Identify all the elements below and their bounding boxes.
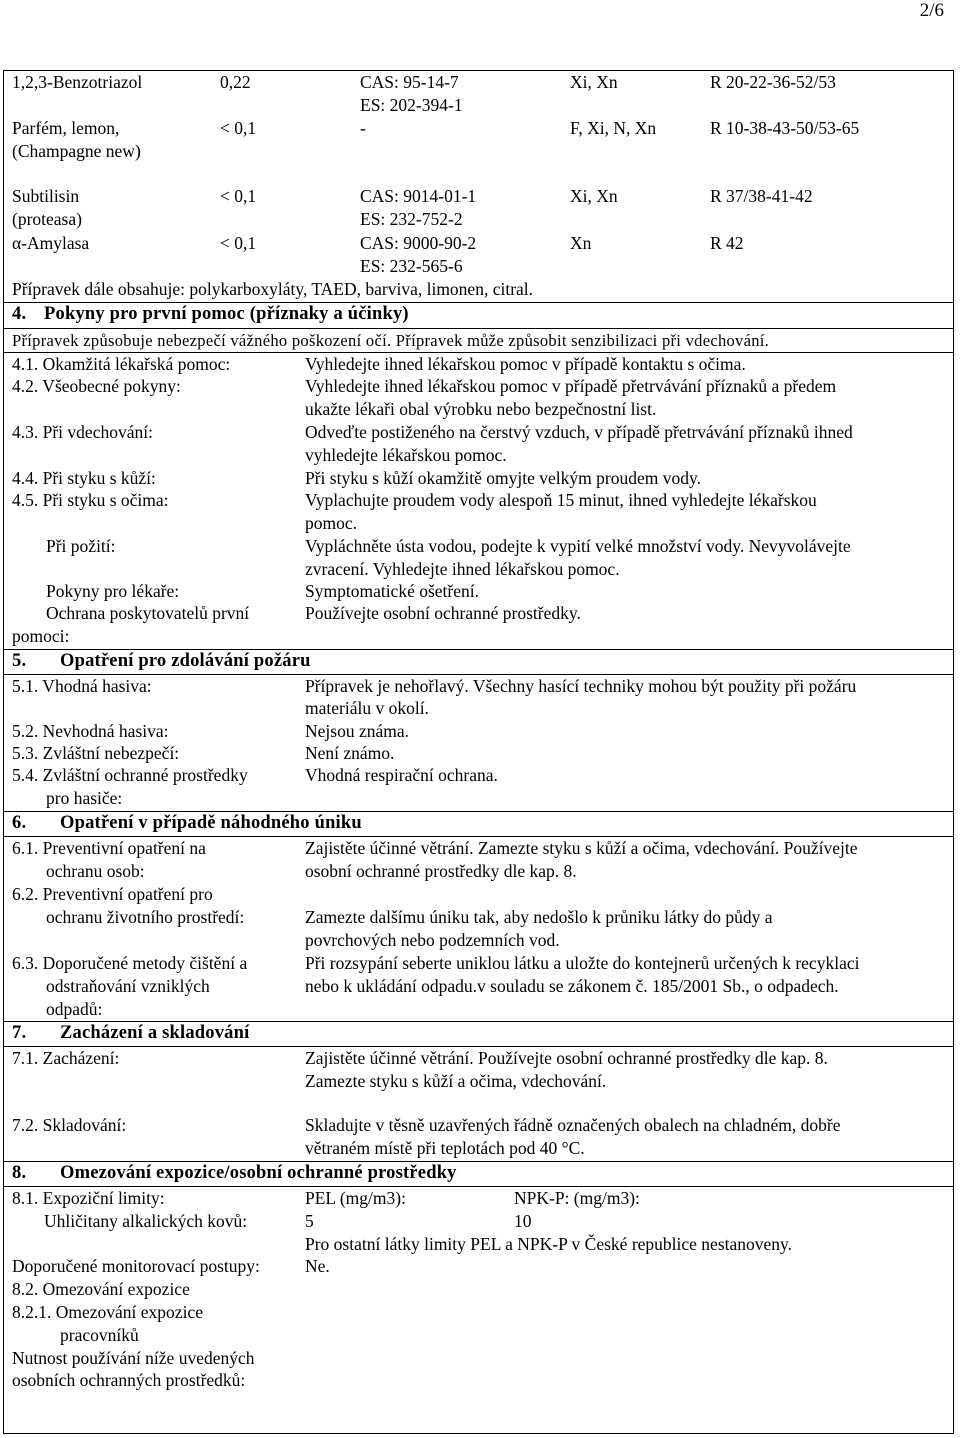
substance-r-phrases: R 42 xyxy=(710,233,744,253)
label: 4.3. Při vdechování: xyxy=(12,422,153,442)
value: Vyhledejte ihned lékařskou pomoc v případě přetrvávání příznaků a předem xyxy=(305,376,837,396)
label: 5.2. Nevhodná hasiva: xyxy=(12,721,169,741)
substance-cas: CAS: 9014-01-1 xyxy=(360,186,477,206)
value: Zamezte dalšímu úniku tak, aby nedošlo k průniku látky do půdy a xyxy=(305,907,773,927)
section-number: 5. xyxy=(12,651,27,671)
value: Nejsou známa. xyxy=(305,721,409,741)
label-continued: ochranu životního prostředí: xyxy=(46,907,245,927)
value: Přípravek je nehořlavý. Všechny hasící techniky mohou být použity při požáru xyxy=(305,676,857,696)
label-continued: pomoci: xyxy=(12,626,70,646)
divider xyxy=(3,352,954,353)
value: Vyplachujte proudem vody alespoň 15 minut, ihned vyhledejte lékařskou xyxy=(305,490,817,510)
section-title: Opatření v případě náhodného úniku xyxy=(60,813,362,833)
label: Nutnost používání níže uvedených xyxy=(12,1348,255,1368)
substance-concentration: < 0,1 xyxy=(220,233,257,253)
divider xyxy=(3,1161,954,1162)
section-number: 4. xyxy=(12,304,27,324)
value: Při styku s kůží okamžitě omyjte velkým proudem vody. xyxy=(305,468,701,488)
label: 7.2. Skladování: xyxy=(12,1115,127,1135)
value: materiálu v okolí. xyxy=(305,698,429,718)
substance-name-continued: (proteasa) xyxy=(12,209,82,229)
label: 8.2. Omezování expozice xyxy=(12,1279,190,1299)
section-4-summary: Přípravek způsobuje nebezpečí vážného poškození očí. Přípravek může způsobit senzibilizaci při vdechování. xyxy=(12,331,770,350)
section-title: Omezování expozice/osobní ochranné prostředky xyxy=(60,1163,457,1183)
substance-es: ES: 232-752-2 xyxy=(360,209,463,229)
label-continued: osobních ochranných prostředků: xyxy=(12,1370,246,1390)
value: pomoc. xyxy=(305,513,358,533)
divider xyxy=(3,836,954,837)
value: nebo k ukládání odpadu.v souladu se zákonem č. 185/2001 Sb., o odpadech. xyxy=(305,976,839,996)
substance-name-continued: (Champagne new) xyxy=(12,141,141,161)
substance-cas: - xyxy=(360,118,366,138)
substance-name: α-Amylasa xyxy=(12,233,90,253)
substance-r-phrases: R 20-22-36-52/53 xyxy=(710,72,836,92)
label: 5.3. Zvláštní nebezpečí: xyxy=(12,743,180,763)
divider xyxy=(3,649,954,650)
divider xyxy=(3,1186,954,1187)
label-continued: ochranu osob: xyxy=(46,861,145,881)
value: Ne. xyxy=(305,1256,330,1276)
value: Zajistěte účinné větrání. Používejte osobní ochranné prostředky dle kap. 8. xyxy=(305,1048,828,1068)
label-continued: pro hasiče: xyxy=(46,788,123,808)
substance-r-phrases: R 10-38-43-50/53-65 xyxy=(710,118,860,138)
value: Symptomatické ošetření. xyxy=(305,581,479,601)
label: 5.4. Zvláštní ochranné prostředky xyxy=(12,765,248,785)
section-title: Zacházení a skladování xyxy=(60,1023,250,1043)
section-number: 8. xyxy=(12,1163,27,1183)
divider xyxy=(3,811,954,812)
label-continued: odpadů: xyxy=(46,999,103,1019)
value: větraném místě při teplotách pod 40 °C. xyxy=(305,1138,585,1158)
value: Zajistěte účinné větrání. Zamezte styku s kůží a očima, vdechování. Používejte xyxy=(305,838,858,858)
label: Pokyny pro lékaře: xyxy=(46,581,180,601)
value: Vhodná respirační ochrana. xyxy=(305,765,498,785)
value: Při rozsypání seberte uniklou látku a uložte do kontejnerů určených k recyklaci xyxy=(305,953,860,973)
section-title: Pokyny pro první pomoc (příznaky a účinky) xyxy=(44,304,409,324)
label: 6.3. Doporučené metody čištění a xyxy=(12,953,248,973)
label: 8.1. Expoziční limity: xyxy=(12,1188,165,1208)
substance-symbols: Xn xyxy=(570,233,592,253)
limits-note: Pro ostatní látky limity PEL a NPK-P v České republice nestanoveny. xyxy=(305,1234,793,1254)
divider xyxy=(3,1046,954,1047)
label: 4.2. Všeobecné pokyny: xyxy=(12,376,181,396)
page-number: 2/6 xyxy=(919,0,944,21)
value: osobní ochranné prostředky dle kap. 8. xyxy=(305,861,577,881)
substance-cas: CAS: 9000-90-2 xyxy=(360,233,477,253)
substance-concentration: < 0,1 xyxy=(220,186,257,206)
label: 4.1. Okamžitá lékařská pomoc: xyxy=(12,354,231,374)
divider xyxy=(3,1021,954,1022)
npk-value: 10 xyxy=(514,1211,532,1231)
additional-ingredients: Přípravek dále obsahuje: polykarboxyláty, TAED, barviva, limonen, citral. xyxy=(12,279,534,299)
pel-value: 5 xyxy=(305,1211,314,1231)
substance-es: ES: 202-394-1 xyxy=(360,95,463,115)
substance-name: Subtilisin xyxy=(12,186,80,206)
substance-symbols: Xi, Xn xyxy=(570,186,618,206)
label: Doporučené monitorovací postupy: xyxy=(12,1256,260,1276)
label: 7.1. Zacházení: xyxy=(12,1048,120,1068)
section-title: Opatření pro zdolávání požáru xyxy=(60,651,311,671)
label: 8.2.1. Omezování expozice xyxy=(12,1302,203,1322)
label-continued: odstraňování vzniklých xyxy=(46,976,210,996)
section-number: 7. xyxy=(12,1023,27,1043)
substance-symbols: Xi, Xn xyxy=(570,72,618,92)
substance-concentration: 0,22 xyxy=(220,72,251,92)
divider xyxy=(3,302,954,303)
label: Ochrana poskytovatelů první xyxy=(46,603,250,623)
value: Vyhledejte ihned lékařskou pomoc v případě kontaktu s očima. xyxy=(305,354,746,374)
label: 5.1. Vhodná hasiva: xyxy=(12,676,152,696)
value: Vypláchněte ústa vodou, podejte k vypití velké množství vody. Nevyvolávejte xyxy=(305,536,851,556)
substance-concentration: < 0,1 xyxy=(220,118,257,138)
value: povrchových nebo podzemních vod. xyxy=(305,930,560,950)
substance-r-phrases: R 37/38-41-42 xyxy=(710,186,813,206)
value: Používejte osobní ochranné prostředky. xyxy=(305,603,581,623)
substance-name: 1,2,3-Benzotriazol xyxy=(12,72,143,92)
label: 4.4. Při styku s kůží: xyxy=(12,468,156,488)
value: Skladujte v těsně uzavřených řádně označených obalech na chladném, dobře xyxy=(305,1115,841,1135)
value: Odveďte postiženého na čerstvý vzduch, v případě přetrvávání příznaků ihned xyxy=(305,422,853,442)
divider xyxy=(3,328,954,329)
label-continued: pracovníků xyxy=(60,1325,139,1345)
substance-name: Parfém, lemon, xyxy=(12,118,120,138)
label: 4.5. Při styku s očima: xyxy=(12,490,169,510)
value: Není známo. xyxy=(305,743,395,763)
npk-header: NPK-P: (mg/m3): xyxy=(514,1188,640,1208)
label-continued: Uhličitany alkalických kovů: xyxy=(44,1211,248,1231)
label: 6.2. Preventivní opatření pro xyxy=(12,884,213,904)
substance-es: ES: 232-565-6 xyxy=(360,256,463,276)
value: ukažte lékaři obal výrobku nebo bezpečnostní list. xyxy=(305,399,657,419)
value: vyhledejte lékařskou pomoc. xyxy=(305,445,507,465)
substance-cas: CAS: 95-14-7 xyxy=(360,72,459,92)
label: 6.1. Preventivní opatření na xyxy=(12,838,206,858)
divider xyxy=(3,674,954,675)
section-number: 6. xyxy=(12,813,27,833)
value: zvracení. Vyhledejte ihned lékařskou pomoc. xyxy=(305,559,620,579)
substance-symbols: F, Xi, N, Xn xyxy=(570,118,657,138)
value: Zamezte styku s kůží a očima, vdechování. xyxy=(305,1071,607,1091)
label: Při požití: xyxy=(46,536,116,556)
pel-header: PEL (mg/m3): xyxy=(305,1188,406,1208)
